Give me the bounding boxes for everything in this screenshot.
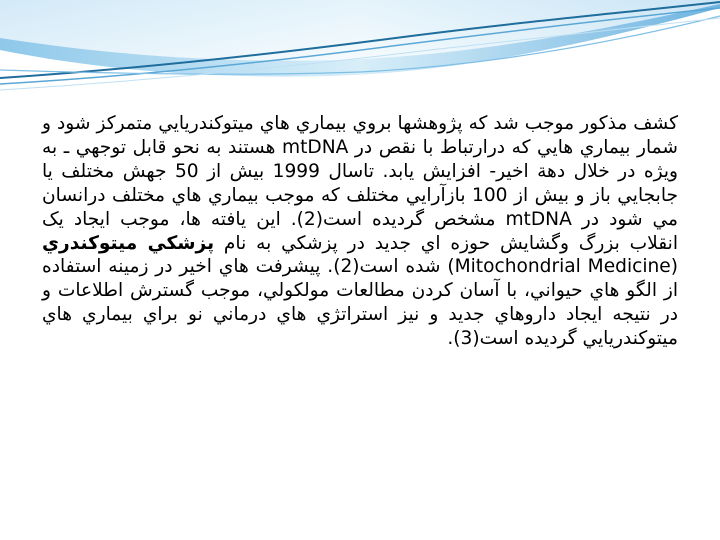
paragraph-part-2: شده است(2). پيشرفت هاي اخير در زمينه استفاده از الگو هاي حيواني، با آسان کردن مطالعات مولکولي، موجب گسترش اطلاعات و در نتيجه ايجاد داروهاي جديد و نيز استراتژي هاي درماني نو براي بيماري هاي ميتوکندريايي گرديده است(3). [42, 256, 678, 350]
header-wave-decoration [0, 0, 720, 95]
bold-term-mitochondrial-medicine: پزشکي ميتوکندري [42, 232, 215, 254]
paragraph-part-1: کشف مذکور موجب شد که پژوهشها بروي بيماري هاي ميتوکندريايي متمرکز شود و شمار بيماري هايي که درارتباط با نقص در mtDNA هستند به نحو قابل توجهي ـ به ويژه در خلال دهة اخير- افزايش يابد. تاسال 1999 بيش از 50 جهش مختلف يا جابجايي باز و بيش از 100 بازآرايي مختلف که موجب بيماري هاي مختلف درانسان مي شود در mtDNA مشخص گرديده است(2). اين يافته ها، موجب ايجاد يک انقلاب بزرگ وگشايش حوزه اي جديد در پزشکي به نام [42, 113, 679, 254]
english-term: (Mitochondrial Medicine) [447, 256, 678, 278]
slide-body-text [42, 112, 678, 351]
